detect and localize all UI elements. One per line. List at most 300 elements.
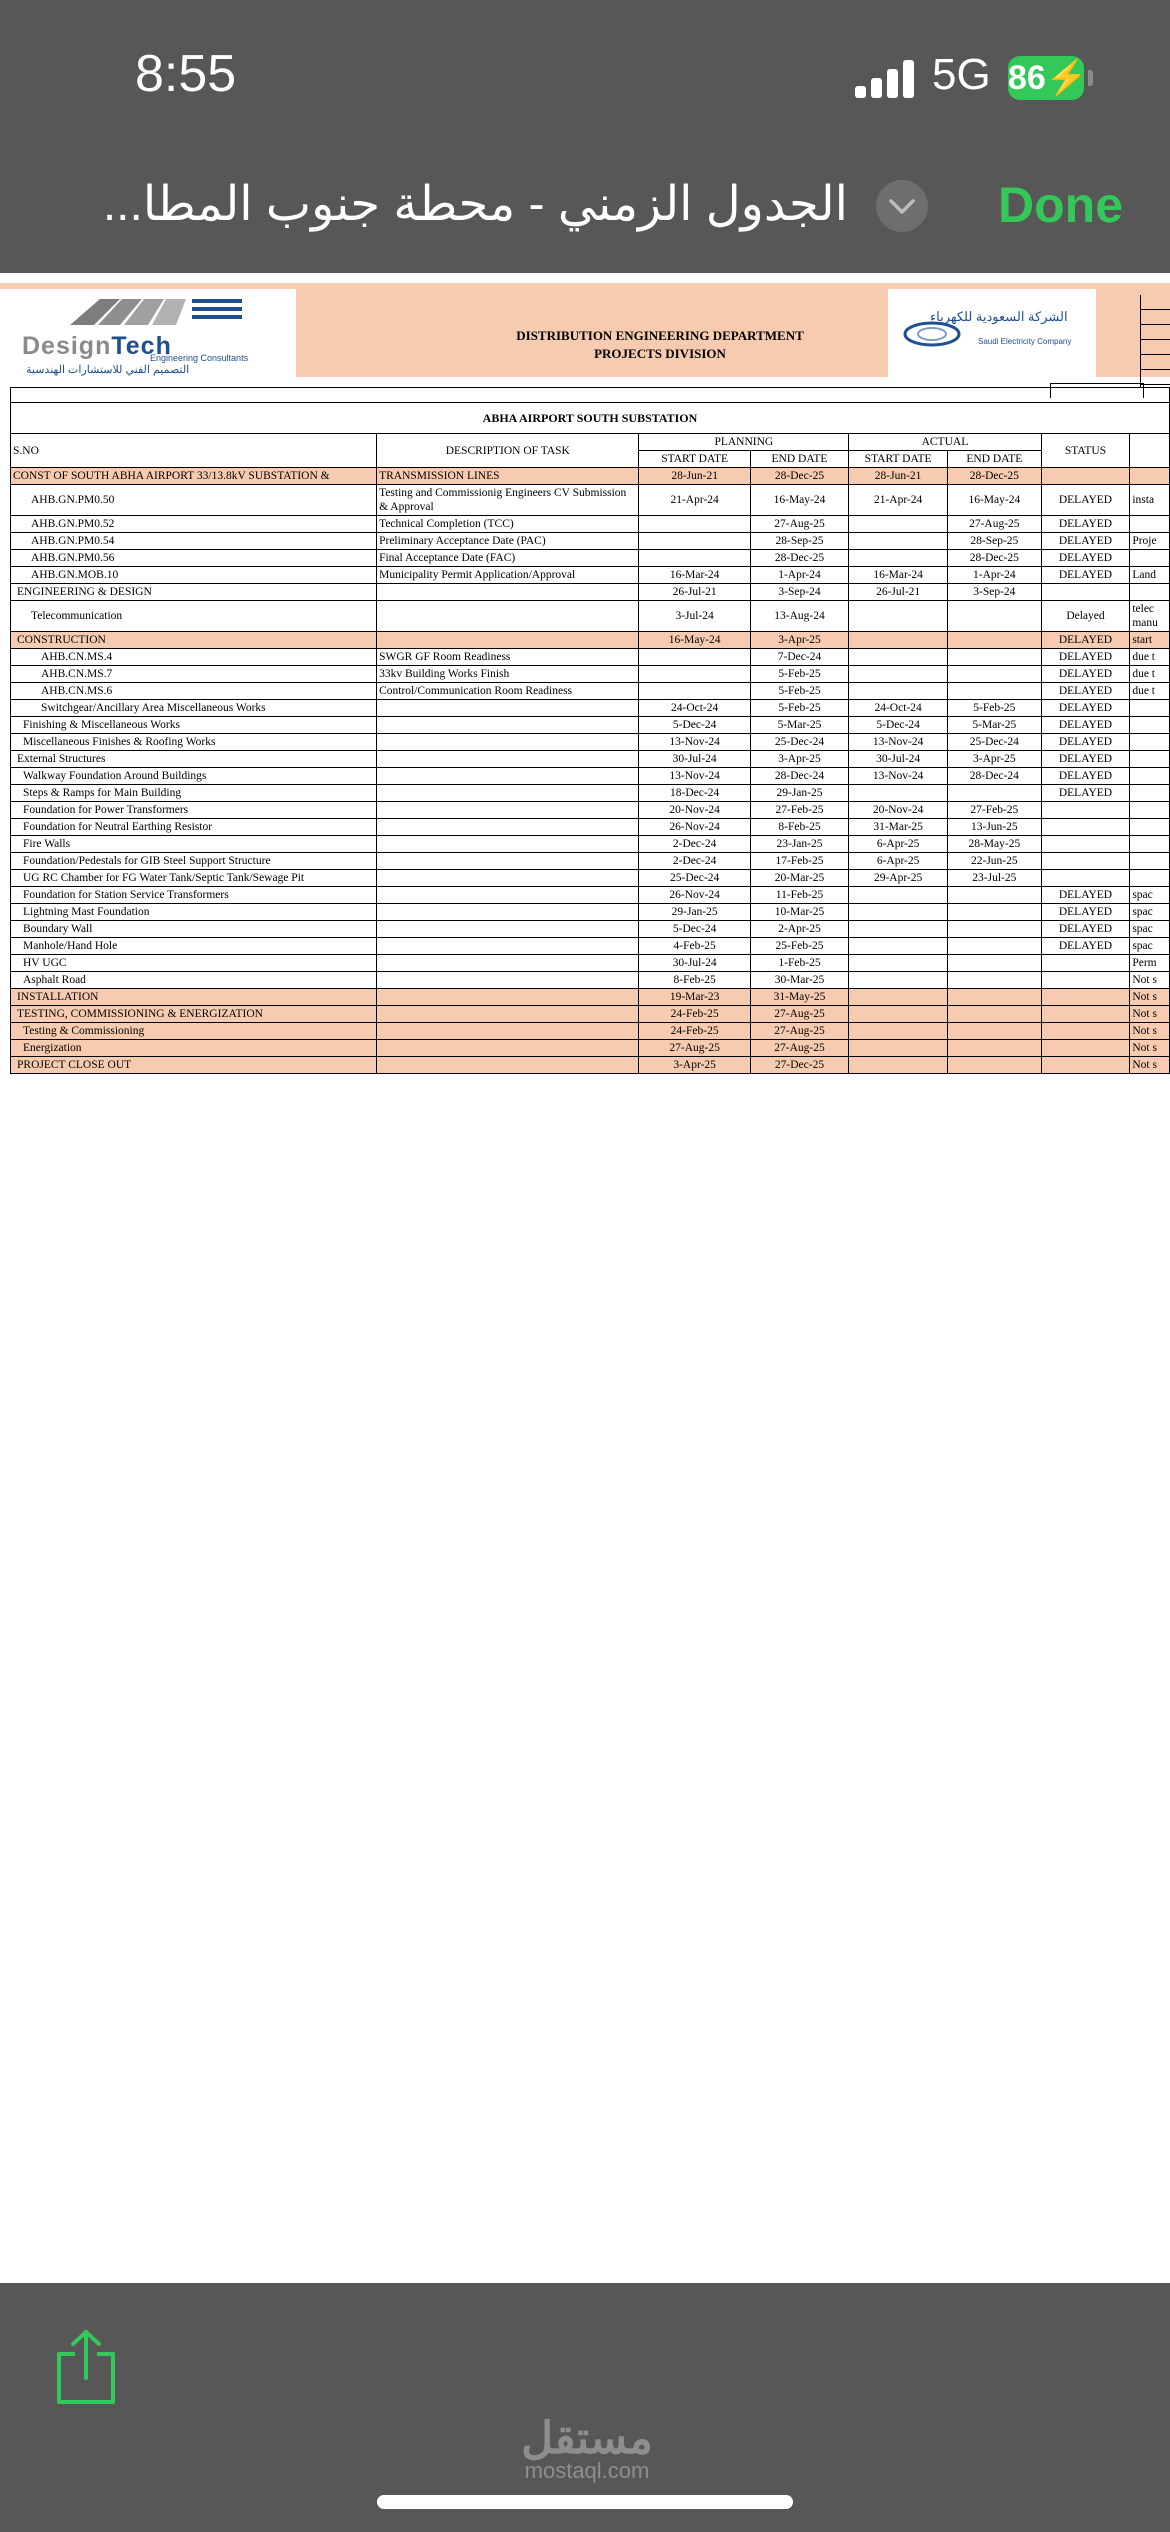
cell-sno: TESTING, COMMISSIONING & ENERGIZATION <box>11 1006 377 1023</box>
cell-status <box>1041 853 1130 870</box>
table-row <box>11 717 1170 734</box>
cell-sno: Steps & Ramps for Main Building <box>11 785 377 802</box>
cell-sno: PROJECT CLOSE OUT <box>11 1057 377 1074</box>
cell-plan-end: 3-Sep-24 <box>750 584 848 601</box>
home-indicator[interactable] <box>377 2495 793 2509</box>
cell-remarks <box>1130 751 1170 768</box>
department-name: DISTRIBUTION ENGINEERING DEPARTMENT <box>516 328 804 343</box>
cell-status: DELAYED <box>1041 785 1130 802</box>
designtech-logo-text: DesignTech <box>22 332 172 360</box>
cell-actual-start <box>849 1057 948 1074</box>
share-button[interactable] <box>55 2328 117 2406</box>
cell-plan-start: 19-Mar-23 <box>639 989 750 1006</box>
cell-description: Testing and Commissionig Engineers CV Submission & Approval <box>377 485 639 516</box>
cell-plan-start: 2-Dec-24 <box>639 836 750 853</box>
designtech-tagline: Engineering Consultants <box>150 353 249 363</box>
table-row <box>11 666 1170 683</box>
table-row <box>11 1057 1170 1074</box>
cell-actual-start <box>849 887 948 904</box>
cell-status <box>1041 1057 1130 1074</box>
cell-description <box>377 601 639 632</box>
cell-description <box>377 734 639 751</box>
table-row <box>11 1040 1170 1057</box>
top-bar <box>0 0 1170 273</box>
cell-sno: Finishing & Miscellaneous Works <box>11 717 377 734</box>
cell-description: 33kv Building Works Finish <box>377 666 639 683</box>
cell-actual-end <box>948 904 1042 921</box>
cell-plan-end: 29-Jan-25 <box>750 785 848 802</box>
cell-status <box>1041 819 1130 836</box>
cell-description: Final Acceptance Date (FAC) <box>377 550 639 567</box>
cell-remarks: Not s <box>1130 972 1170 989</box>
cell-actual-start <box>849 533 948 550</box>
cell-remarks: Not s <box>1130 1040 1170 1057</box>
cell-actual-end: 28-Dec-25 <box>948 468 1042 485</box>
cell-actual-start <box>849 649 948 666</box>
cell-plan-start: 4-Feb-25 <box>639 938 750 955</box>
cell-status: DELAYED <box>1041 683 1130 700</box>
cell-description <box>377 584 639 601</box>
cell-plan-start: 18-Dec-24 <box>639 785 750 802</box>
cell-actual-start <box>849 1006 948 1023</box>
cell-actual-end <box>948 887 1042 904</box>
cell-description <box>377 972 639 989</box>
cell-remarks: spac <box>1130 938 1170 955</box>
cell-plan-end: 5-Feb-25 <box>750 700 848 717</box>
cell-sno: AHB.GN.PM0.56 <box>11 550 377 567</box>
cell-remarks <box>1130 802 1170 819</box>
table-row <box>11 819 1170 836</box>
cell-description <box>377 632 639 649</box>
cell-actual-end: 23-Jul-25 <box>948 870 1042 887</box>
cell-actual-start <box>849 1023 948 1040</box>
cell-remarks: due t <box>1130 649 1170 666</box>
cell-actual-start <box>849 683 948 700</box>
cell-actual-start: 13-Nov-24 <box>849 734 948 751</box>
cell-status: DELAYED <box>1041 904 1130 921</box>
cell-sno: Foundation for Power Transformers <box>11 802 377 819</box>
cell-sno: Manhole/Hand Hole <box>11 938 377 955</box>
cell-remarks <box>1130 836 1170 853</box>
cell-actual-end <box>948 1057 1042 1074</box>
cell-actual-end: 3-Sep-24 <box>948 584 1042 601</box>
cell-plan-start: 28-Jun-21 <box>639 468 750 485</box>
cell-remarks: telec manu <box>1130 601 1170 632</box>
cell-remarks: Not s <box>1130 1023 1170 1040</box>
cell-status <box>1041 1040 1130 1057</box>
cell-sno: AHB.GN.PM0.54 <box>11 533 377 550</box>
chevron-down-icon[interactable] <box>876 180 928 232</box>
cell-status: DELAYED <box>1041 887 1130 904</box>
cell-sno: Fire Walls <box>11 836 377 853</box>
cell-plan-start: 25-Dec-24 <box>639 870 750 887</box>
cell-remarks <box>1130 700 1170 717</box>
cell-sno: Testing & Commissioning <box>11 1023 377 1040</box>
cell-description: TRANSMISSION LINES <box>377 468 639 485</box>
table-row <box>11 1006 1170 1023</box>
cell-actual-start: 26-Jul-21 <box>849 584 948 601</box>
table-row <box>11 1023 1170 1040</box>
cell-plan-start: 30-Jul-24 <box>639 751 750 768</box>
cell-sno: AHB.GN.MOB.10 <box>11 567 377 584</box>
cell-actual-end <box>948 683 1042 700</box>
cell-plan-end: 7-Dec-24 <box>750 649 848 666</box>
table-header-row <box>11 434 1170 451</box>
cell-plan-end: 5-Feb-25 <box>750 683 848 700</box>
cell-sno: Walkway Foundation Around Buildings <box>11 768 377 785</box>
cell-actual-start: 20-Nov-24 <box>849 802 948 819</box>
cell-plan-end: 20-Mar-25 <box>750 870 848 887</box>
battery-tip <box>1088 70 1093 86</box>
cell-plan-end: 23-Jan-25 <box>750 836 848 853</box>
cell-plan-start: 5-Dec-24 <box>639 717 750 734</box>
table-row <box>11 649 1170 666</box>
cell-plan-start: 3-Jul-24 <box>639 601 750 632</box>
table-row <box>11 972 1170 989</box>
table-row <box>11 938 1170 955</box>
cell-status <box>1041 989 1130 1006</box>
cell-actual-end: 27-Aug-25 <box>948 516 1042 533</box>
cell-plan-start <box>639 533 750 550</box>
cell-plan-start: 20-Nov-24 <box>639 802 750 819</box>
cell-actual-end <box>948 972 1042 989</box>
cell-plan-start <box>639 649 750 666</box>
cell-plan-start <box>639 683 750 700</box>
cell-actual-end: 3-Apr-25 <box>948 751 1042 768</box>
cell-status: DELAYED <box>1041 649 1130 666</box>
table-row <box>11 567 1170 584</box>
column-header-planning: PLANNING <box>639 434 849 451</box>
cell-plan-start: 29-Jan-25 <box>639 904 750 921</box>
table-row <box>11 601 1170 632</box>
cell-plan-end: 5-Mar-25 <box>750 717 848 734</box>
cell-status: DELAYED <box>1041 938 1130 955</box>
cell-status: DELAYED <box>1041 921 1130 938</box>
cell-remarks: spac <box>1130 921 1170 938</box>
cell-status <box>1041 1006 1130 1023</box>
table-row <box>11 887 1170 904</box>
cell-description <box>377 717 639 734</box>
cell-status: DELAYED <box>1041 666 1130 683</box>
cell-plan-end: 27-Aug-25 <box>750 1023 848 1040</box>
cell-sno: CONSTRUCTION <box>11 632 377 649</box>
cell-actual-end: 22-Jun-25 <box>948 853 1042 870</box>
document-header <box>0 283 1170 377</box>
cell-plan-start: 26-Jul-21 <box>639 584 750 601</box>
cell-remarks: Not s <box>1130 989 1170 1006</box>
cell-remarks: Perm <box>1130 955 1170 972</box>
cell-plan-end: 28-Sep-25 <box>750 533 848 550</box>
cell-plan-end: 8-Feb-25 <box>750 819 848 836</box>
cell-description <box>377 853 639 870</box>
cell-status <box>1041 870 1130 887</box>
column-header-sno: S.NO <box>11 434 377 468</box>
network-label: 5G <box>932 50 991 99</box>
cell-plan-start: 24-Feb-25 <box>639 1006 750 1023</box>
column-header-plan-end: END DATE <box>750 451 848 468</box>
cell-plan-end: 27-Aug-25 <box>750 1040 848 1057</box>
cell-remarks: Not s <box>1130 1006 1170 1023</box>
cell-remarks: Proje <box>1130 533 1170 550</box>
cell-status: Delayed <box>1041 601 1130 632</box>
table-row <box>11 785 1170 802</box>
column-header-actual: ACTUAL <box>849 434 1041 451</box>
cell-actual-end <box>948 938 1042 955</box>
cell-description <box>377 921 639 938</box>
cell-actual-start: 21-Apr-24 <box>849 485 948 516</box>
column-header-actual-start: START DATE <box>849 451 948 468</box>
cell-actual-end <box>948 955 1042 972</box>
cell-sno: External Structures <box>11 751 377 768</box>
cell-sno: ENGINEERING & DESIGN <box>11 584 377 601</box>
cell-remarks: Not s <box>1130 1057 1170 1074</box>
cell-remarks: insta <box>1130 485 1170 516</box>
cell-actual-end: 27-Feb-25 <box>948 802 1042 819</box>
cell-actual-end: 28-Dec-24 <box>948 768 1042 785</box>
cell-remarks <box>1130 785 1170 802</box>
cell-actual-start <box>849 550 948 567</box>
cell-actual-end <box>948 989 1042 1006</box>
cell-description <box>377 1023 639 1040</box>
header-side-grid <box>1140 295 1170 387</box>
table-row <box>11 921 1170 938</box>
cell-actual-end: 28-Dec-25 <box>948 550 1042 567</box>
cell-actual-start: 16-Mar-24 <box>849 567 948 584</box>
cell-remarks <box>1130 516 1170 533</box>
cell-actual-start <box>849 989 948 1006</box>
cell-plan-end: 3-Apr-25 <box>750 632 848 649</box>
cell-description <box>377 904 639 921</box>
cell-actual-start: 6-Apr-25 <box>849 836 948 853</box>
cell-plan-end: 10-Mar-25 <box>750 904 848 921</box>
cell-plan-end: 28-Dec-24 <box>750 768 848 785</box>
cell-description <box>377 870 639 887</box>
cell-remarks <box>1130 870 1170 887</box>
cell-sno: Energization <box>11 1040 377 1057</box>
cell-actual-end <box>948 1040 1042 1057</box>
column-header-actual-end: END DATE <box>948 451 1042 468</box>
cell-actual-start <box>849 516 948 533</box>
cell-description <box>377 819 639 836</box>
cell-sno: AHB.GN.PM0.50 <box>11 485 377 516</box>
cell-actual-start <box>849 632 948 649</box>
cell-plan-end: 1-Apr-24 <box>750 567 848 584</box>
cell-status <box>1041 802 1130 819</box>
cell-remarks <box>1130 734 1170 751</box>
cell-plan-start: 8-Feb-25 <box>639 972 750 989</box>
cell-plan-end: 2-Apr-25 <box>750 921 848 938</box>
cell-status: DELAYED <box>1041 717 1130 734</box>
cell-remarks: due t <box>1130 666 1170 683</box>
table-row <box>11 802 1170 819</box>
cell-status: DELAYED <box>1041 550 1130 567</box>
cell-actual-start <box>849 938 948 955</box>
cell-plan-start <box>639 550 750 567</box>
cell-description <box>377 768 639 785</box>
cell-plan-end: 13-Aug-24 <box>750 601 848 632</box>
cell-sno: CONST OF SOUTH ABHA AIRPORT 33/13.8kV SUBSTATION & <box>11 468 377 485</box>
cell-remarks <box>1130 468 1170 485</box>
column-header-plan-start: START DATE <box>639 451 750 468</box>
share-icon <box>55 2328 117 2406</box>
cell-remarks <box>1130 819 1170 836</box>
done-button[interactable]: Done <box>998 177 1123 233</box>
table-row <box>11 533 1170 550</box>
cell-sno: Lightning Mast Foundation <box>11 904 377 921</box>
cell-actual-end <box>948 666 1042 683</box>
cell-status: DELAYED <box>1041 567 1130 584</box>
cell-remarks <box>1130 768 1170 785</box>
cell-actual-end: 28-May-25 <box>948 836 1042 853</box>
table-row <box>11 904 1170 921</box>
cell-description <box>377 955 639 972</box>
cell-plan-start: 5-Dec-24 <box>639 921 750 938</box>
cell-plan-end: 27-Dec-25 <box>750 1057 848 1074</box>
cell-plan-end: 25-Feb-25 <box>750 938 848 955</box>
cell-plan-end: 28-Dec-25 <box>750 550 848 567</box>
status-time: 8:55 <box>135 45 237 103</box>
cell-description: Preliminary Acceptance Date (PAC) <box>377 533 639 550</box>
cell-status: DELAYED <box>1041 751 1130 768</box>
schedule-table <box>10 387 1170 1074</box>
cell-description: SWGR GF Room Readiness <box>377 649 639 666</box>
cell-actual-start: 5-Dec-24 <box>849 717 948 734</box>
cell-remarks: Land <box>1130 567 1170 584</box>
table-row <box>11 768 1170 785</box>
cell-plan-start: 27-Aug-25 <box>639 1040 750 1057</box>
table-row <box>11 853 1170 870</box>
cell-description <box>377 836 639 853</box>
cell-plan-start: 16-Mar-24 <box>639 567 750 584</box>
cell-plan-end: 27-Aug-25 <box>750 516 848 533</box>
cell-sno: Foundation for Station Service Transformers <box>11 887 377 904</box>
cell-status: DELAYED <box>1041 632 1130 649</box>
table-title-row <box>11 403 1170 434</box>
cell-plan-start: 26-Nov-24 <box>639 819 750 836</box>
cell-actual-end: 5-Feb-25 <box>948 700 1042 717</box>
division-name: PROJECTS DIVISION <box>594 346 726 361</box>
cell-actual-start: 29-Apr-25 <box>849 870 948 887</box>
table-row <box>11 468 1170 485</box>
cell-actual-end <box>948 1023 1042 1040</box>
department-heading <box>420 327 900 363</box>
cell-remarks <box>1130 853 1170 870</box>
cell-actual-start <box>849 785 948 802</box>
cell-remarks <box>1130 584 1170 601</box>
table-row <box>11 870 1170 887</box>
cell-plan-end: 30-Mar-25 <box>750 972 848 989</box>
cell-actual-end <box>948 921 1042 938</box>
cell-description <box>377 887 639 904</box>
table-row <box>11 700 1170 717</box>
cell-sno: Boundary Wall <box>11 921 377 938</box>
sec-english-name: Saudi Electricity Company <box>978 337 1072 346</box>
cell-plan-end: 27-Feb-25 <box>750 802 848 819</box>
column-header-remarks <box>1130 434 1170 468</box>
cell-status: DELAYED <box>1041 485 1130 516</box>
cell-plan-end: 11-Feb-25 <box>750 887 848 904</box>
table-row <box>11 836 1170 853</box>
cell-actual-end: 25-Dec-24 <box>948 734 1042 751</box>
cell-actual-end <box>948 632 1042 649</box>
column-header-status: STATUS <box>1041 434 1130 468</box>
cell-sno: Miscellaneous Finishes & Roofing Works <box>11 734 377 751</box>
table-row <box>11 584 1170 601</box>
cell-plan-end: 25-Dec-24 <box>750 734 848 751</box>
table-spacer-row <box>11 388 1170 403</box>
cell-plan-start: 13-Nov-24 <box>639 734 750 751</box>
cell-remarks <box>1130 550 1170 567</box>
cell-sno: Foundation/Pedestals for GIB Steel Support Structure <box>11 853 377 870</box>
cell-description: Municipality Permit Application/Approval <box>377 567 639 584</box>
cell-plan-start: 26-Nov-24 <box>639 887 750 904</box>
cell-status <box>1041 955 1130 972</box>
cell-description <box>377 989 639 1006</box>
cell-plan-start: 30-Jul-24 <box>639 955 750 972</box>
cell-status: DELAYED <box>1041 700 1130 717</box>
cell-plan-end: 31-May-25 <box>750 989 848 1006</box>
watermark-arabic: مستقل <box>521 2414 653 2463</box>
cell-plan-start <box>639 516 750 533</box>
cell-description <box>377 700 639 717</box>
cell-sno: Switchgear/Ancillary Area Miscellaneous Works <box>11 700 377 717</box>
battery-icon: 86⚡ <box>1008 56 1084 100</box>
cell-status <box>1041 1023 1130 1040</box>
designtech-arabic-name: التصميم الفني للاستشارات الهندسية <box>26 364 190 376</box>
cell-plan-start: 21-Apr-24 <box>639 485 750 516</box>
cell-description <box>377 785 639 802</box>
cell-actual-end <box>948 1006 1042 1023</box>
document-viewer[interactable] <box>0 273 1170 2283</box>
table-row <box>11 485 1170 516</box>
table-row <box>11 751 1170 768</box>
cell-status <box>1041 972 1130 989</box>
sec-logo <box>888 289 1096 381</box>
cell-actual-start <box>849 1040 948 1057</box>
cell-status: DELAYED <box>1041 768 1130 785</box>
cell-plan-end: 1-Feb-25 <box>750 955 848 972</box>
cell-actual-end <box>948 601 1042 632</box>
cell-plan-end: 17-Feb-25 <box>750 853 848 870</box>
watermark-latin: mostaql.com <box>524 2458 650 2483</box>
cell-sno: Foundation for Neutral Earthing Resistor <box>11 819 377 836</box>
table-row <box>11 955 1170 972</box>
table-row <box>11 734 1170 751</box>
cell-description <box>377 1040 639 1057</box>
cell-actual-start: 6-Apr-25 <box>849 853 948 870</box>
cell-actual-start: 28-Jun-21 <box>849 468 948 485</box>
designtech-logo-graphic <box>60 293 250 329</box>
signal-icon <box>855 58 915 98</box>
cell-description <box>377 938 639 955</box>
cell-remarks: spac <box>1130 904 1170 921</box>
cell-status: DELAYED <box>1041 516 1130 533</box>
cell-description <box>377 751 639 768</box>
cell-status <box>1041 836 1130 853</box>
mostaql-watermark <box>512 2413 662 2484</box>
cell-actual-start <box>849 601 948 632</box>
cell-sno: AHB.CN.MS.6 <box>11 683 377 700</box>
cell-actual-start: 24-Oct-24 <box>849 700 948 717</box>
sec-arabic-name: الشركة السعودية للكهرباء <box>930 309 1068 324</box>
cell-actual-end: 28-Sep-25 <box>948 533 1042 550</box>
battery-level: 86 <box>1008 59 1046 97</box>
cell-actual-end <box>948 649 1042 666</box>
cell-sno: HV UGC <box>11 955 377 972</box>
cell-plan-end: 16-May-24 <box>750 485 848 516</box>
cell-status <box>1041 468 1130 485</box>
document-title[interactable]: الجدول الزمني - محطة جنوب المطا... <box>102 178 848 231</box>
